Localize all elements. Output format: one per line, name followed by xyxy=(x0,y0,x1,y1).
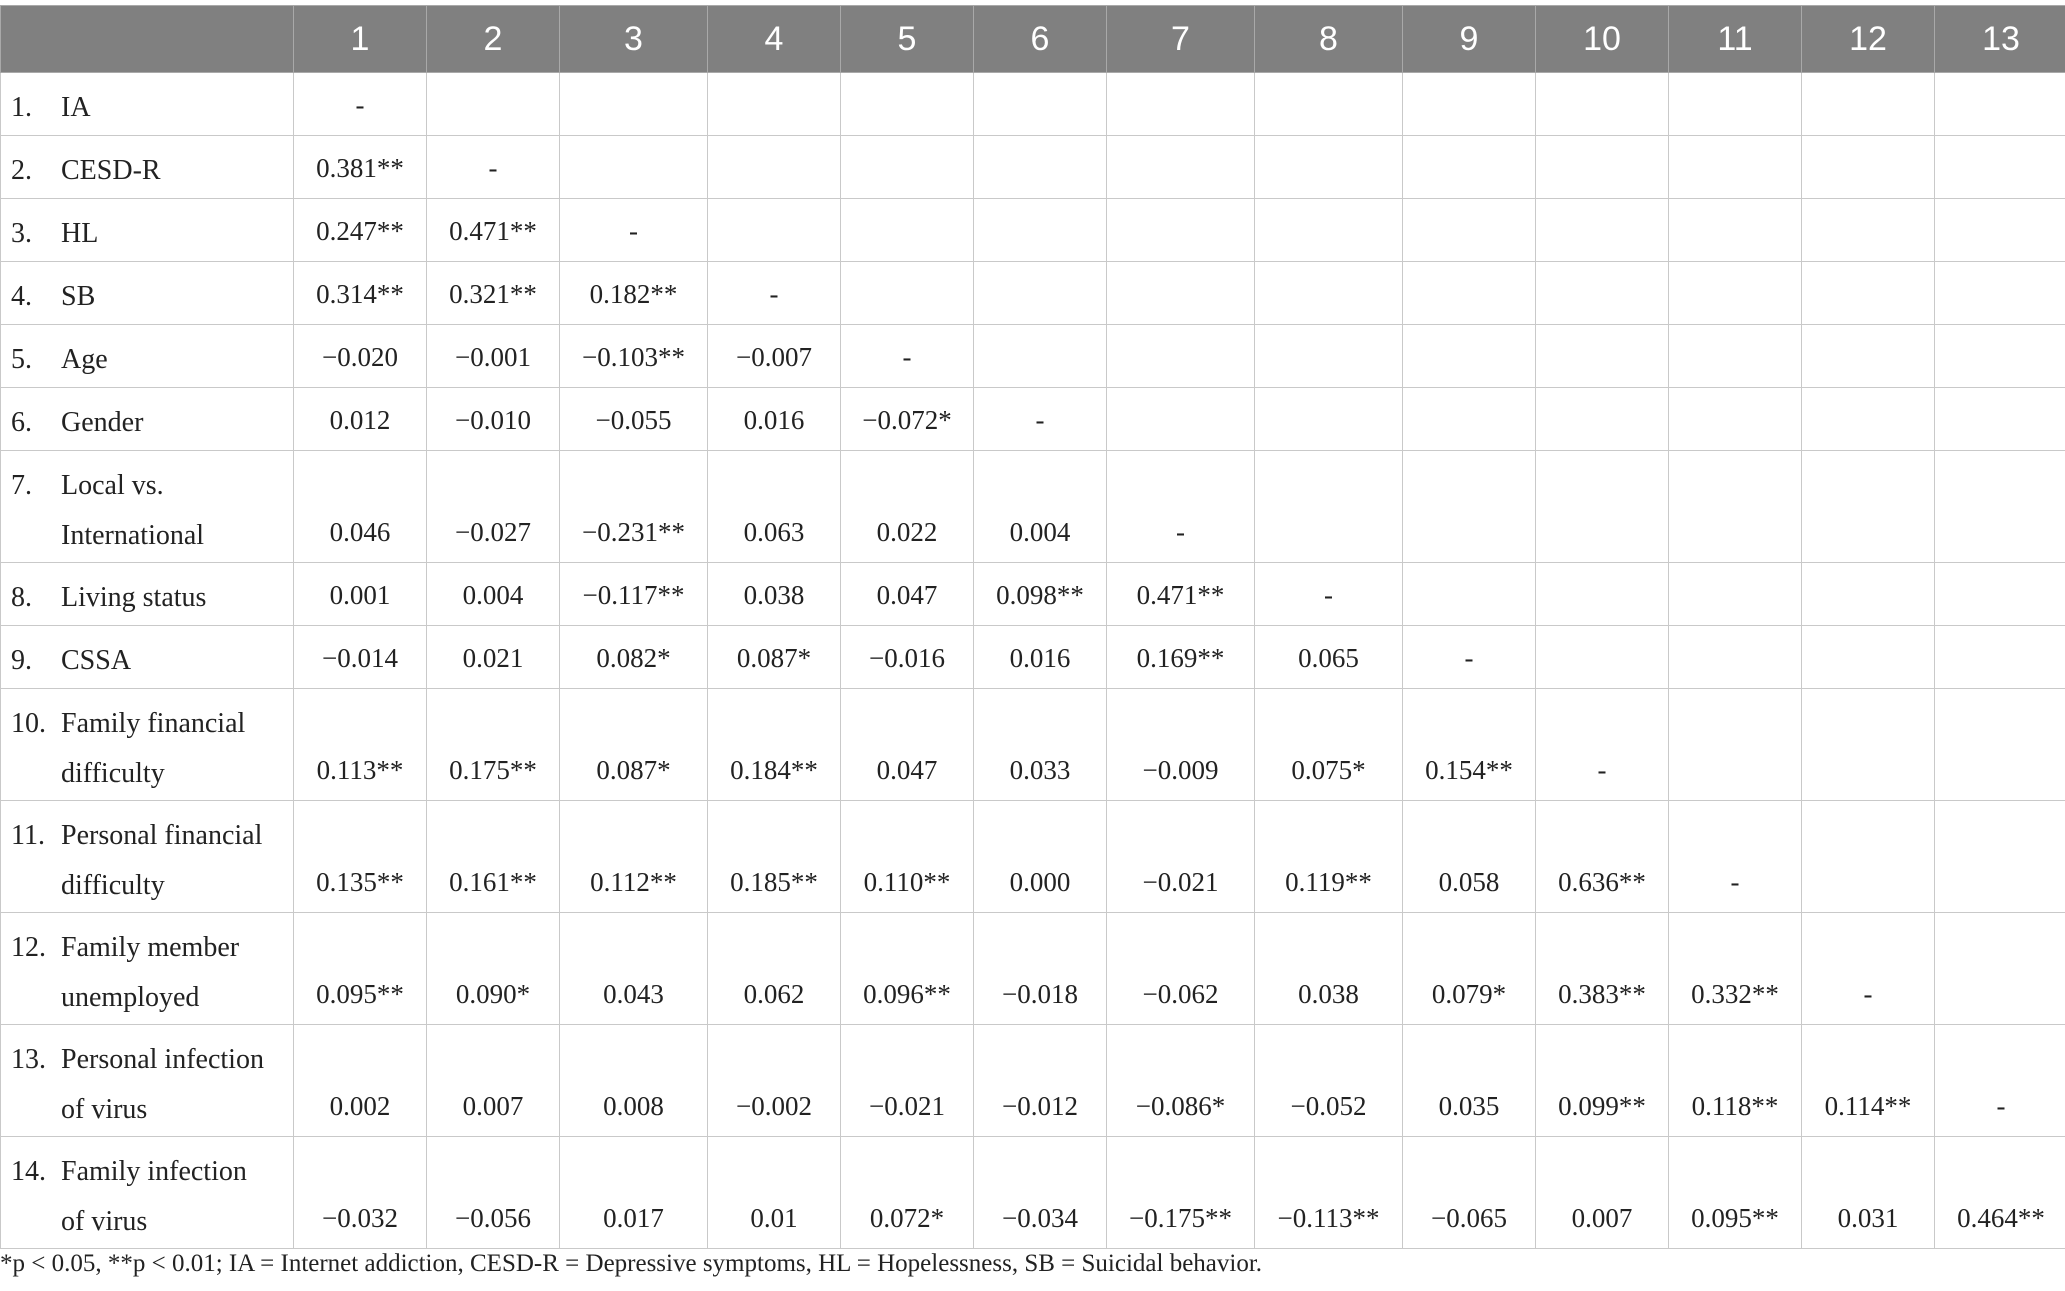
correlation-cell xyxy=(1403,199,1536,262)
column-header-13: 13 xyxy=(1935,6,2065,73)
correlation-cell xyxy=(1669,73,1802,136)
correlation-cell: 0.161** xyxy=(427,801,560,913)
correlation-cell: 0.002 xyxy=(294,1025,427,1137)
row-label xyxy=(1,325,294,388)
correlation-cell: −0.034 xyxy=(974,1137,1107,1249)
correlation-cell: 0.001 xyxy=(294,563,427,626)
correlation-cell: 0.043 xyxy=(560,913,708,1025)
row-label-line1: HL xyxy=(61,218,99,249)
correlation-cell xyxy=(1802,136,1935,199)
correlation-cell: −0.002 xyxy=(708,1025,841,1137)
column-header-12: 12 xyxy=(1802,6,1935,73)
column-header-11: 11 xyxy=(1669,6,1802,73)
correlation-table xyxy=(0,5,2065,1249)
row-label xyxy=(1,199,294,262)
correlation-cell xyxy=(1107,199,1255,262)
correlation-cell: 0.185** xyxy=(708,801,841,913)
table-row xyxy=(1,199,2065,262)
correlation-cell: −0.018 xyxy=(974,913,1107,1025)
correlation-cell xyxy=(1255,136,1403,199)
correlation-cell xyxy=(1802,451,1935,563)
correlation-cell xyxy=(708,136,841,199)
correlation-cell xyxy=(1403,451,1536,563)
row-label xyxy=(1,801,294,913)
correlation-cell xyxy=(708,73,841,136)
row-variable-name xyxy=(61,1035,264,1135)
correlation-cell xyxy=(560,136,708,199)
row-label xyxy=(1,262,294,325)
row-number: 5. xyxy=(11,344,32,375)
row-label-line2: difficulty xyxy=(61,758,165,789)
correlation-cell xyxy=(1255,199,1403,262)
row-number: 8. xyxy=(11,582,32,613)
correlation-cell xyxy=(1935,451,2065,563)
row-label-line2: International xyxy=(61,520,205,551)
correlation-cell: 0.079* xyxy=(1403,913,1536,1025)
correlation-cell: 0.075* xyxy=(1255,689,1403,801)
correlation-cell xyxy=(841,136,974,199)
correlation-cell: 0.004 xyxy=(974,451,1107,563)
correlation-cell: - xyxy=(708,262,841,325)
row-variable-name xyxy=(61,923,239,1023)
row-label xyxy=(1,563,294,626)
correlation-cell: −0.027 xyxy=(427,451,560,563)
correlation-cell xyxy=(1107,136,1255,199)
column-header-6: 6 xyxy=(974,6,1107,73)
row-variable-name xyxy=(61,335,108,385)
correlation-cell: - xyxy=(427,136,560,199)
correlation-cell: 0.169** xyxy=(1107,626,1255,689)
correlation-cell xyxy=(1403,73,1536,136)
column-header-7: 7 xyxy=(1107,6,1255,73)
table-row xyxy=(1,1025,2065,1137)
correlation-cell xyxy=(1669,563,1802,626)
row-number: 9. xyxy=(11,645,32,676)
correlation-cell: −0.113** xyxy=(1255,1137,1403,1249)
correlation-cell: 0.135** xyxy=(294,801,427,913)
row-label xyxy=(1,136,294,199)
correlation-cell: 0.031 xyxy=(1802,1137,1935,1249)
row-label xyxy=(1,388,294,451)
correlation-cell xyxy=(974,73,1107,136)
correlation-cell: 0.000 xyxy=(974,801,1107,913)
correlation-cell xyxy=(974,325,1107,388)
row-label-line1: Personal infection xyxy=(61,1044,264,1075)
correlation-cell: 0.038 xyxy=(708,563,841,626)
table-row xyxy=(1,136,2065,199)
correlation-cell: 0.033 xyxy=(974,689,1107,801)
row-label-line1: Living status xyxy=(61,582,207,613)
row-label xyxy=(1,913,294,1025)
correlation-cell: - xyxy=(841,325,974,388)
correlation-cell xyxy=(1107,262,1255,325)
row-label xyxy=(1,73,294,136)
correlation-cell: −0.175** xyxy=(1107,1137,1255,1249)
correlation-cell xyxy=(1536,626,1669,689)
correlation-cell xyxy=(974,262,1107,325)
correlation-cell: 0.007 xyxy=(427,1025,560,1137)
row-label-line1: CESD-R xyxy=(61,155,161,186)
correlation-cell: 0.114** xyxy=(1802,1025,1935,1137)
header-row xyxy=(1,6,2065,73)
correlation-cell xyxy=(1536,563,1669,626)
correlation-cell: 0.046 xyxy=(294,451,427,563)
correlation-cell xyxy=(1403,563,1536,626)
correlation-cell xyxy=(1403,136,1536,199)
correlation-cell xyxy=(1802,388,1935,451)
correlation-cell: 0.095** xyxy=(1669,1137,1802,1249)
correlation-cell: −0.021 xyxy=(841,1025,974,1137)
correlation-cell xyxy=(1802,563,1935,626)
correlation-cell: −0.014 xyxy=(294,626,427,689)
correlation-cell xyxy=(1669,325,1802,388)
row-variable-name xyxy=(61,699,245,799)
correlation-cell: 0.113** xyxy=(294,689,427,801)
row-number: 6. xyxy=(11,407,32,438)
row-number: 4. xyxy=(11,281,32,312)
correlation-cell: −0.012 xyxy=(974,1025,1107,1137)
correlation-cell: 0.062 xyxy=(708,913,841,1025)
correlation-cell xyxy=(1669,451,1802,563)
table-row xyxy=(1,388,2065,451)
correlation-cell: 0.154** xyxy=(1403,689,1536,801)
column-header-9: 9 xyxy=(1403,6,1536,73)
correlation-cell: −0.009 xyxy=(1107,689,1255,801)
correlation-cell: −0.007 xyxy=(708,325,841,388)
table-footnote xyxy=(0,1250,1262,1278)
correlation-cell: 0.022 xyxy=(841,451,974,563)
row-label-line1: Family infection xyxy=(61,1156,247,1187)
correlation-cell: 0.004 xyxy=(427,563,560,626)
correlation-cell xyxy=(1107,388,1255,451)
correlation-cell xyxy=(1802,689,1935,801)
correlation-cell: 0.017 xyxy=(560,1137,708,1249)
correlation-cell xyxy=(1935,325,2065,388)
correlation-cell xyxy=(1935,136,2065,199)
correlation-cell xyxy=(560,73,708,136)
correlation-cell: 0.012 xyxy=(294,388,427,451)
correlation-cell xyxy=(1255,388,1403,451)
correlation-cell: 0.095** xyxy=(294,913,427,1025)
correlation-cell: - xyxy=(1403,626,1536,689)
row-label-line2: of virus xyxy=(61,1206,148,1237)
correlation-cell: 0.184** xyxy=(708,689,841,801)
correlation-cell: - xyxy=(974,388,1107,451)
correlation-cell xyxy=(1935,73,2065,136)
correlation-cell xyxy=(1669,626,1802,689)
correlation-cell xyxy=(1536,73,1669,136)
correlation-cell xyxy=(1935,626,2065,689)
correlation-cell: 0.082* xyxy=(560,626,708,689)
table-row xyxy=(1,262,2065,325)
correlation-cell xyxy=(1669,689,1802,801)
correlation-cell xyxy=(1255,262,1403,325)
row-number: 7. xyxy=(11,470,32,501)
correlation-cell xyxy=(1536,262,1669,325)
header-corner xyxy=(1,6,294,73)
correlation-cell: 0.063 xyxy=(708,451,841,563)
row-variable-name xyxy=(61,398,143,448)
correlation-cell: 0.058 xyxy=(1403,801,1536,913)
correlation-cell xyxy=(1802,73,1935,136)
correlation-cell: - xyxy=(294,73,427,136)
row-label-line2: of virus xyxy=(61,1094,148,1125)
table-row xyxy=(1,451,2065,563)
correlation-cell xyxy=(1802,626,1935,689)
row-variable-name xyxy=(61,146,161,196)
correlation-cell xyxy=(708,199,841,262)
column-header-3: 3 xyxy=(560,6,708,73)
row-label-line2: unemployed xyxy=(61,982,200,1013)
correlation-cell: 0.471** xyxy=(1107,563,1255,626)
table-row xyxy=(1,73,2065,136)
correlation-cell: −0.086* xyxy=(1107,1025,1255,1137)
correlation-cell: 0.118** xyxy=(1669,1025,1802,1137)
correlation-cell xyxy=(841,73,974,136)
correlation-cell: 0.047 xyxy=(841,563,974,626)
correlation-cell: - xyxy=(1107,451,1255,563)
table-row xyxy=(1,626,2065,689)
correlation-cell: 0.321** xyxy=(427,262,560,325)
correlation-cell: 0.038 xyxy=(1255,913,1403,1025)
correlation-cell: −0.055 xyxy=(560,388,708,451)
correlation-cell: 0.175** xyxy=(427,689,560,801)
correlation-cell: - xyxy=(1935,1025,2065,1137)
row-number: 1. xyxy=(11,92,32,123)
correlation-cell xyxy=(1935,388,2065,451)
correlation-cell xyxy=(1802,801,1935,913)
correlation-cell xyxy=(841,262,974,325)
row-variable-name xyxy=(61,83,91,133)
row-number: 13. xyxy=(11,1044,46,1075)
correlation-cell xyxy=(1935,689,2065,801)
column-header-5: 5 xyxy=(841,6,974,73)
correlation-cell: 0.021 xyxy=(427,626,560,689)
correlation-cell: 0.471** xyxy=(427,199,560,262)
table-row xyxy=(1,325,2065,388)
correlation-cell xyxy=(1802,199,1935,262)
row-label-line1: Gender xyxy=(61,407,144,438)
correlation-cell: −0.021 xyxy=(1107,801,1255,913)
correlation-cell: 0.072* xyxy=(841,1137,974,1249)
row-number: 14. xyxy=(11,1156,46,1187)
row-number: 11. xyxy=(11,820,45,851)
column-header-10: 10 xyxy=(1536,6,1669,73)
correlation-cell: 0.099** xyxy=(1536,1025,1669,1137)
correlation-cell xyxy=(1935,913,2065,1025)
correlation-cell xyxy=(1669,262,1802,325)
correlation-cell: 0.098** xyxy=(974,563,1107,626)
correlation-cell: - xyxy=(1255,563,1403,626)
correlation-cell xyxy=(1536,199,1669,262)
correlation-cell: 0.087* xyxy=(560,689,708,801)
correlation-cell: −0.020 xyxy=(294,325,427,388)
correlation-cell: −0.231** xyxy=(560,451,708,563)
correlation-cell xyxy=(1403,325,1536,388)
row-variable-name xyxy=(61,1147,247,1247)
table-header xyxy=(1,6,2065,73)
row-number: 12. xyxy=(11,932,46,963)
correlation-cell: −0.103** xyxy=(560,325,708,388)
correlation-cell xyxy=(1935,199,2065,262)
correlation-cell: 0.016 xyxy=(708,388,841,451)
column-header-1: 1 xyxy=(294,6,427,73)
correlation-cell xyxy=(1107,73,1255,136)
correlation-cell: 0.636** xyxy=(1536,801,1669,913)
table-row xyxy=(1,689,2065,801)
correlation-cell: 0.383** xyxy=(1536,913,1669,1025)
correlation-cell xyxy=(1536,325,1669,388)
correlation-cell xyxy=(1802,262,1935,325)
row-number: 10. xyxy=(11,708,46,739)
correlation-cell: 0.096** xyxy=(841,913,974,1025)
correlation-cell xyxy=(1536,136,1669,199)
correlation-cell: −0.032 xyxy=(294,1137,427,1249)
correlation-cell: 0.247** xyxy=(294,199,427,262)
correlation-cell: 0.047 xyxy=(841,689,974,801)
correlation-cell: −0.062 xyxy=(1107,913,1255,1025)
correlation-cell: 0.035 xyxy=(1403,1025,1536,1137)
correlation-cell xyxy=(974,199,1107,262)
correlation-cell: 0.332** xyxy=(1669,913,1802,1025)
correlation-cell xyxy=(1536,451,1669,563)
row-variable-name xyxy=(61,573,206,623)
row-label-line1: Family member xyxy=(61,932,240,963)
correlation-cell: 0.065 xyxy=(1255,626,1403,689)
correlation-cell: - xyxy=(560,199,708,262)
correlation-cell: −0.010 xyxy=(427,388,560,451)
correlation-cell: 0.464** xyxy=(1935,1137,2065,1249)
column-header-2: 2 xyxy=(427,6,560,73)
correlation-cell: 0.110** xyxy=(841,801,974,913)
row-number: 2. xyxy=(11,155,32,186)
correlation-cell xyxy=(1669,388,1802,451)
correlation-cell xyxy=(1802,325,1935,388)
correlation-cell: 0.314** xyxy=(294,262,427,325)
correlation-cell xyxy=(974,136,1107,199)
table-row xyxy=(1,563,2065,626)
row-variable-name xyxy=(61,811,262,911)
row-label xyxy=(1,451,294,563)
correlation-cell xyxy=(1536,388,1669,451)
correlation-cell: −0.052 xyxy=(1255,1025,1403,1137)
row-label-line1: Local vs. xyxy=(61,470,164,501)
row-label-line2: difficulty xyxy=(61,870,165,901)
correlation-cell: 0.119** xyxy=(1255,801,1403,913)
table-row xyxy=(1,1137,2065,1249)
correlation-cell: - xyxy=(1802,913,1935,1025)
correlation-cell xyxy=(1107,325,1255,388)
correlation-cell xyxy=(841,199,974,262)
column-header-4: 4 xyxy=(708,6,841,73)
correlation-cell xyxy=(1403,262,1536,325)
correlation-cell: −0.001 xyxy=(427,325,560,388)
correlation-cell: −0.016 xyxy=(841,626,974,689)
row-label xyxy=(1,626,294,689)
correlation-cell: 0.381** xyxy=(294,136,427,199)
row-variable-name xyxy=(61,209,98,259)
correlation-cell: −0.117** xyxy=(560,563,708,626)
correlation-cell: 0.008 xyxy=(560,1025,708,1137)
row-label-line1: Family financial xyxy=(61,708,246,739)
row-label xyxy=(1,689,294,801)
row-number: 3. xyxy=(11,218,32,249)
correlation-cell xyxy=(1669,136,1802,199)
row-label xyxy=(1,1137,294,1249)
correlation-cell xyxy=(1935,262,2065,325)
row-label-line1: SB xyxy=(61,281,96,312)
row-label-line1: Personal financial xyxy=(61,820,263,851)
row-label-line1: CSSA xyxy=(61,645,132,676)
row-label-line1: IA xyxy=(61,92,91,123)
correlation-cell: 0.016 xyxy=(974,626,1107,689)
correlation-cell: 0.112** xyxy=(560,801,708,913)
correlation-cell xyxy=(1403,388,1536,451)
row-label xyxy=(1,1025,294,1137)
correlation-cell xyxy=(1935,801,2065,913)
row-variable-name xyxy=(61,272,95,322)
column-header-8: 8 xyxy=(1255,6,1403,73)
correlation-cell: 0.01 xyxy=(708,1137,841,1249)
row-variable-name xyxy=(61,636,131,686)
table-body xyxy=(1,73,2065,1249)
correlation-cell: - xyxy=(1536,689,1669,801)
row-label-line1: Age xyxy=(61,344,108,375)
correlation-cell: - xyxy=(1669,801,1802,913)
correlation-cell: 0.087* xyxy=(708,626,841,689)
correlation-cell: −0.056 xyxy=(427,1137,560,1249)
correlation-cell xyxy=(427,73,560,136)
correlation-cell xyxy=(1255,325,1403,388)
correlation-cell: −0.065 xyxy=(1403,1137,1536,1249)
correlation-cell: 0.090* xyxy=(427,913,560,1025)
correlation-cell xyxy=(1935,563,2065,626)
table-row xyxy=(1,913,2065,1025)
correlation-cell xyxy=(1255,451,1403,563)
row-variable-name xyxy=(61,461,204,561)
correlation-cell xyxy=(1255,73,1403,136)
correlation-cell: 0.007 xyxy=(1536,1137,1669,1249)
correlation-cell: −0.072* xyxy=(841,388,974,451)
footnote-text: *p < 0.05, **p < 0.01; IA = Internet addiction, CESD-R = Depressive symptoms, HL = Hopelessness, SB = Suicidal behavior. xyxy=(0,1250,1263,1277)
correlation-cell xyxy=(1669,199,1802,262)
correlation-cell: 0.182** xyxy=(560,262,708,325)
table-row xyxy=(1,801,2065,913)
